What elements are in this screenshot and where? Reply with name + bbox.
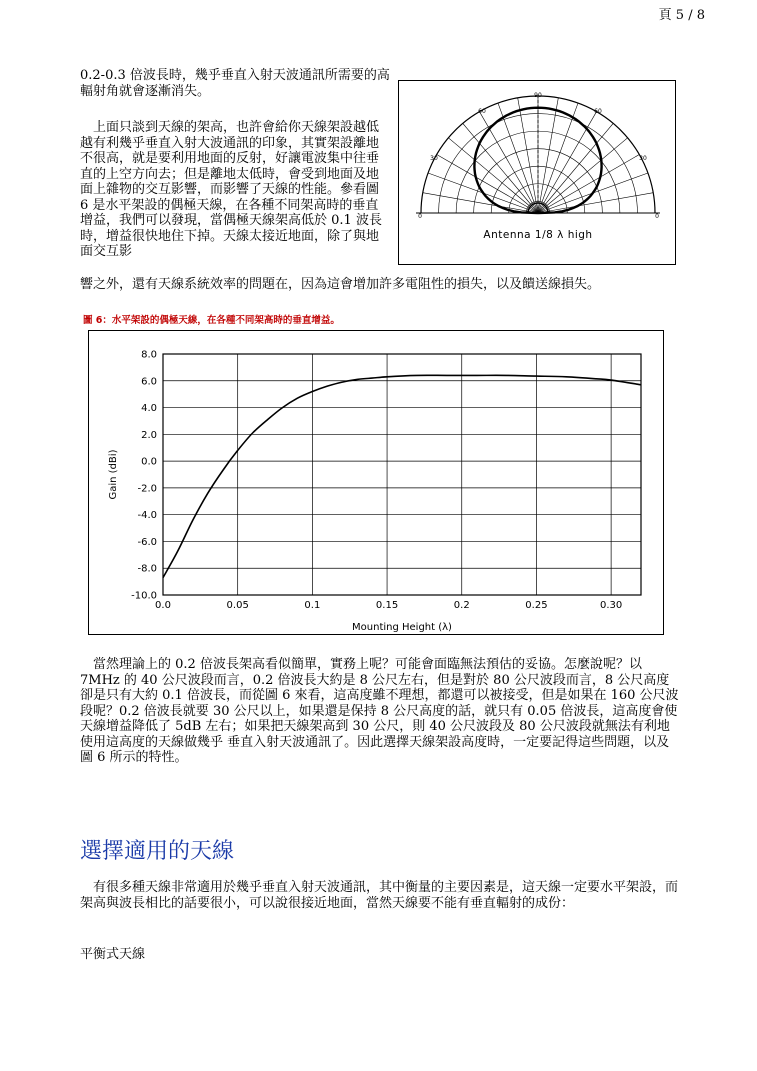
polar-label-0-left: 0 xyxy=(418,213,422,220)
y-tick-label: 2.0 xyxy=(141,429,157,441)
intro-paragraph-1: 0.2-0.3 倍波長時，幾乎垂直入射天波通訊所需要的高輻射角就會逐漸消失。 xyxy=(80,68,390,99)
gain-x-axis-label: Mounting Height (λ) xyxy=(352,622,452,633)
figure-6-caption: 圖 6：水平架設的偶極天線，在各種不同架高時的垂直增益。 xyxy=(83,315,340,326)
x-tick-label: 0.0 xyxy=(155,600,171,611)
x-tick-label: 0.25 xyxy=(525,600,548,611)
page-number: 頁 5 / 8 xyxy=(658,8,705,23)
polar-pattern-svg xyxy=(398,80,676,265)
polar-label-60-left: 60 xyxy=(478,108,486,115)
intro-paragraph-2-end: 響之外，還有天線系統效率的問題在，因為這會增加許多電阻性的損失，以及饋送線損失。 xyxy=(80,277,601,292)
y-tick-label: 4.0 xyxy=(141,403,157,415)
x-tick-label: 0.05 xyxy=(226,600,249,611)
x-tick-label: 0.1 xyxy=(304,600,321,611)
polar-label-0-right: 0 xyxy=(655,213,659,220)
intro-paragraph-2: 上面只談到天線的架高，也許會給你天線架設越低越有利幾乎垂直入射大波通訊的印象，其實架設離地不很高，就是要利用地面的反射，好讓電波集中往垂直的上空方向去；但是離地太低時，會受到地面及地面上雜物的交互影響，而影響了天線的性能。參看圖 6 是水平架設的偶極天線，在各種不同架高時的垂直增益，我們可以發現，當偶極天線架高低於 0.1 波長時，增益很快地住下掉。天線太接近地面，除了與地面交互影 xyxy=(80,120,382,259)
polar-caption: Antenna 1/8 λ high xyxy=(483,229,593,241)
polar-label-30-left: 30 xyxy=(430,155,438,162)
y-tick-label: 8.0 xyxy=(141,349,157,361)
section-subheading-balanced-antenna: 平衡式天線 xyxy=(80,947,146,962)
section-heading: 選擇適用的天線 xyxy=(80,839,235,864)
y-tick-label: -10.0 xyxy=(131,590,157,602)
body-paragraph-3: 當然理論上的 0.2 倍波長架高看似簡單，實務上呢？可能會面臨無法預估的妥協。怎麼說呢？以 7MHz 的 40 公尺波段而言，0.2 倍波長大約是 8 公尺左右，但是對於 80 公尺波段而言，8 公尺高度卻是只有大約 0.1 倍波長，而從圖 6 來看，這高度雖不理想，都還可以被接受，但是如果在 160 公尺波段呢？0.2 倍波長就要 30 公尺以上，如果還是保持 8 公尺高度的話，就只有 0.05 倍波長，這高度會使天線增益降低了 5dB 左右；如果把天線架高到 30 公尺，則 40 公尺波段及 80 公尺波段就無法有利地使用這高度的天線做幾乎 垂直入射天波通訊了。因此選擇天線架設高度時，一定要記得這些問題，以及圖 6 所示的特性。 xyxy=(80,657,679,765)
polar-label-90: 90 xyxy=(534,92,542,99)
polar-label-30-right: 30 xyxy=(639,155,647,162)
gain-chart-svg xyxy=(88,330,664,635)
gain-chart-frame xyxy=(89,331,664,635)
y-tick-label: 6.0 xyxy=(141,376,157,388)
y-tick-label: 0.0 xyxy=(141,456,157,468)
gain-chart xyxy=(88,330,664,635)
x-tick-label: 0.30 xyxy=(599,600,623,611)
x-tick-label: 0.2 xyxy=(453,600,470,611)
y-tick-label: -4.0 xyxy=(137,510,157,522)
y-tick-label: -8.0 xyxy=(137,563,157,575)
polar-pattern-figure xyxy=(398,80,676,265)
y-tick-label: -2.0 xyxy=(137,483,157,495)
section-paragraph-1: 有很多種天線非常適用於幾乎垂直入射天波通訊，其中衡量的主要因素是，這天線一定要水平架設，而架高與波長相比的話要很小，可以說很接近地面，當然天線要不能有垂直輻射的成份： xyxy=(80,880,679,911)
x-tick-label: 0.15 xyxy=(375,600,399,611)
y-tick-label: -6.0 xyxy=(137,536,157,548)
polar-label-60-right: 60 xyxy=(594,108,602,115)
gain-y-axis-label: Gain (dBi) xyxy=(108,449,119,500)
